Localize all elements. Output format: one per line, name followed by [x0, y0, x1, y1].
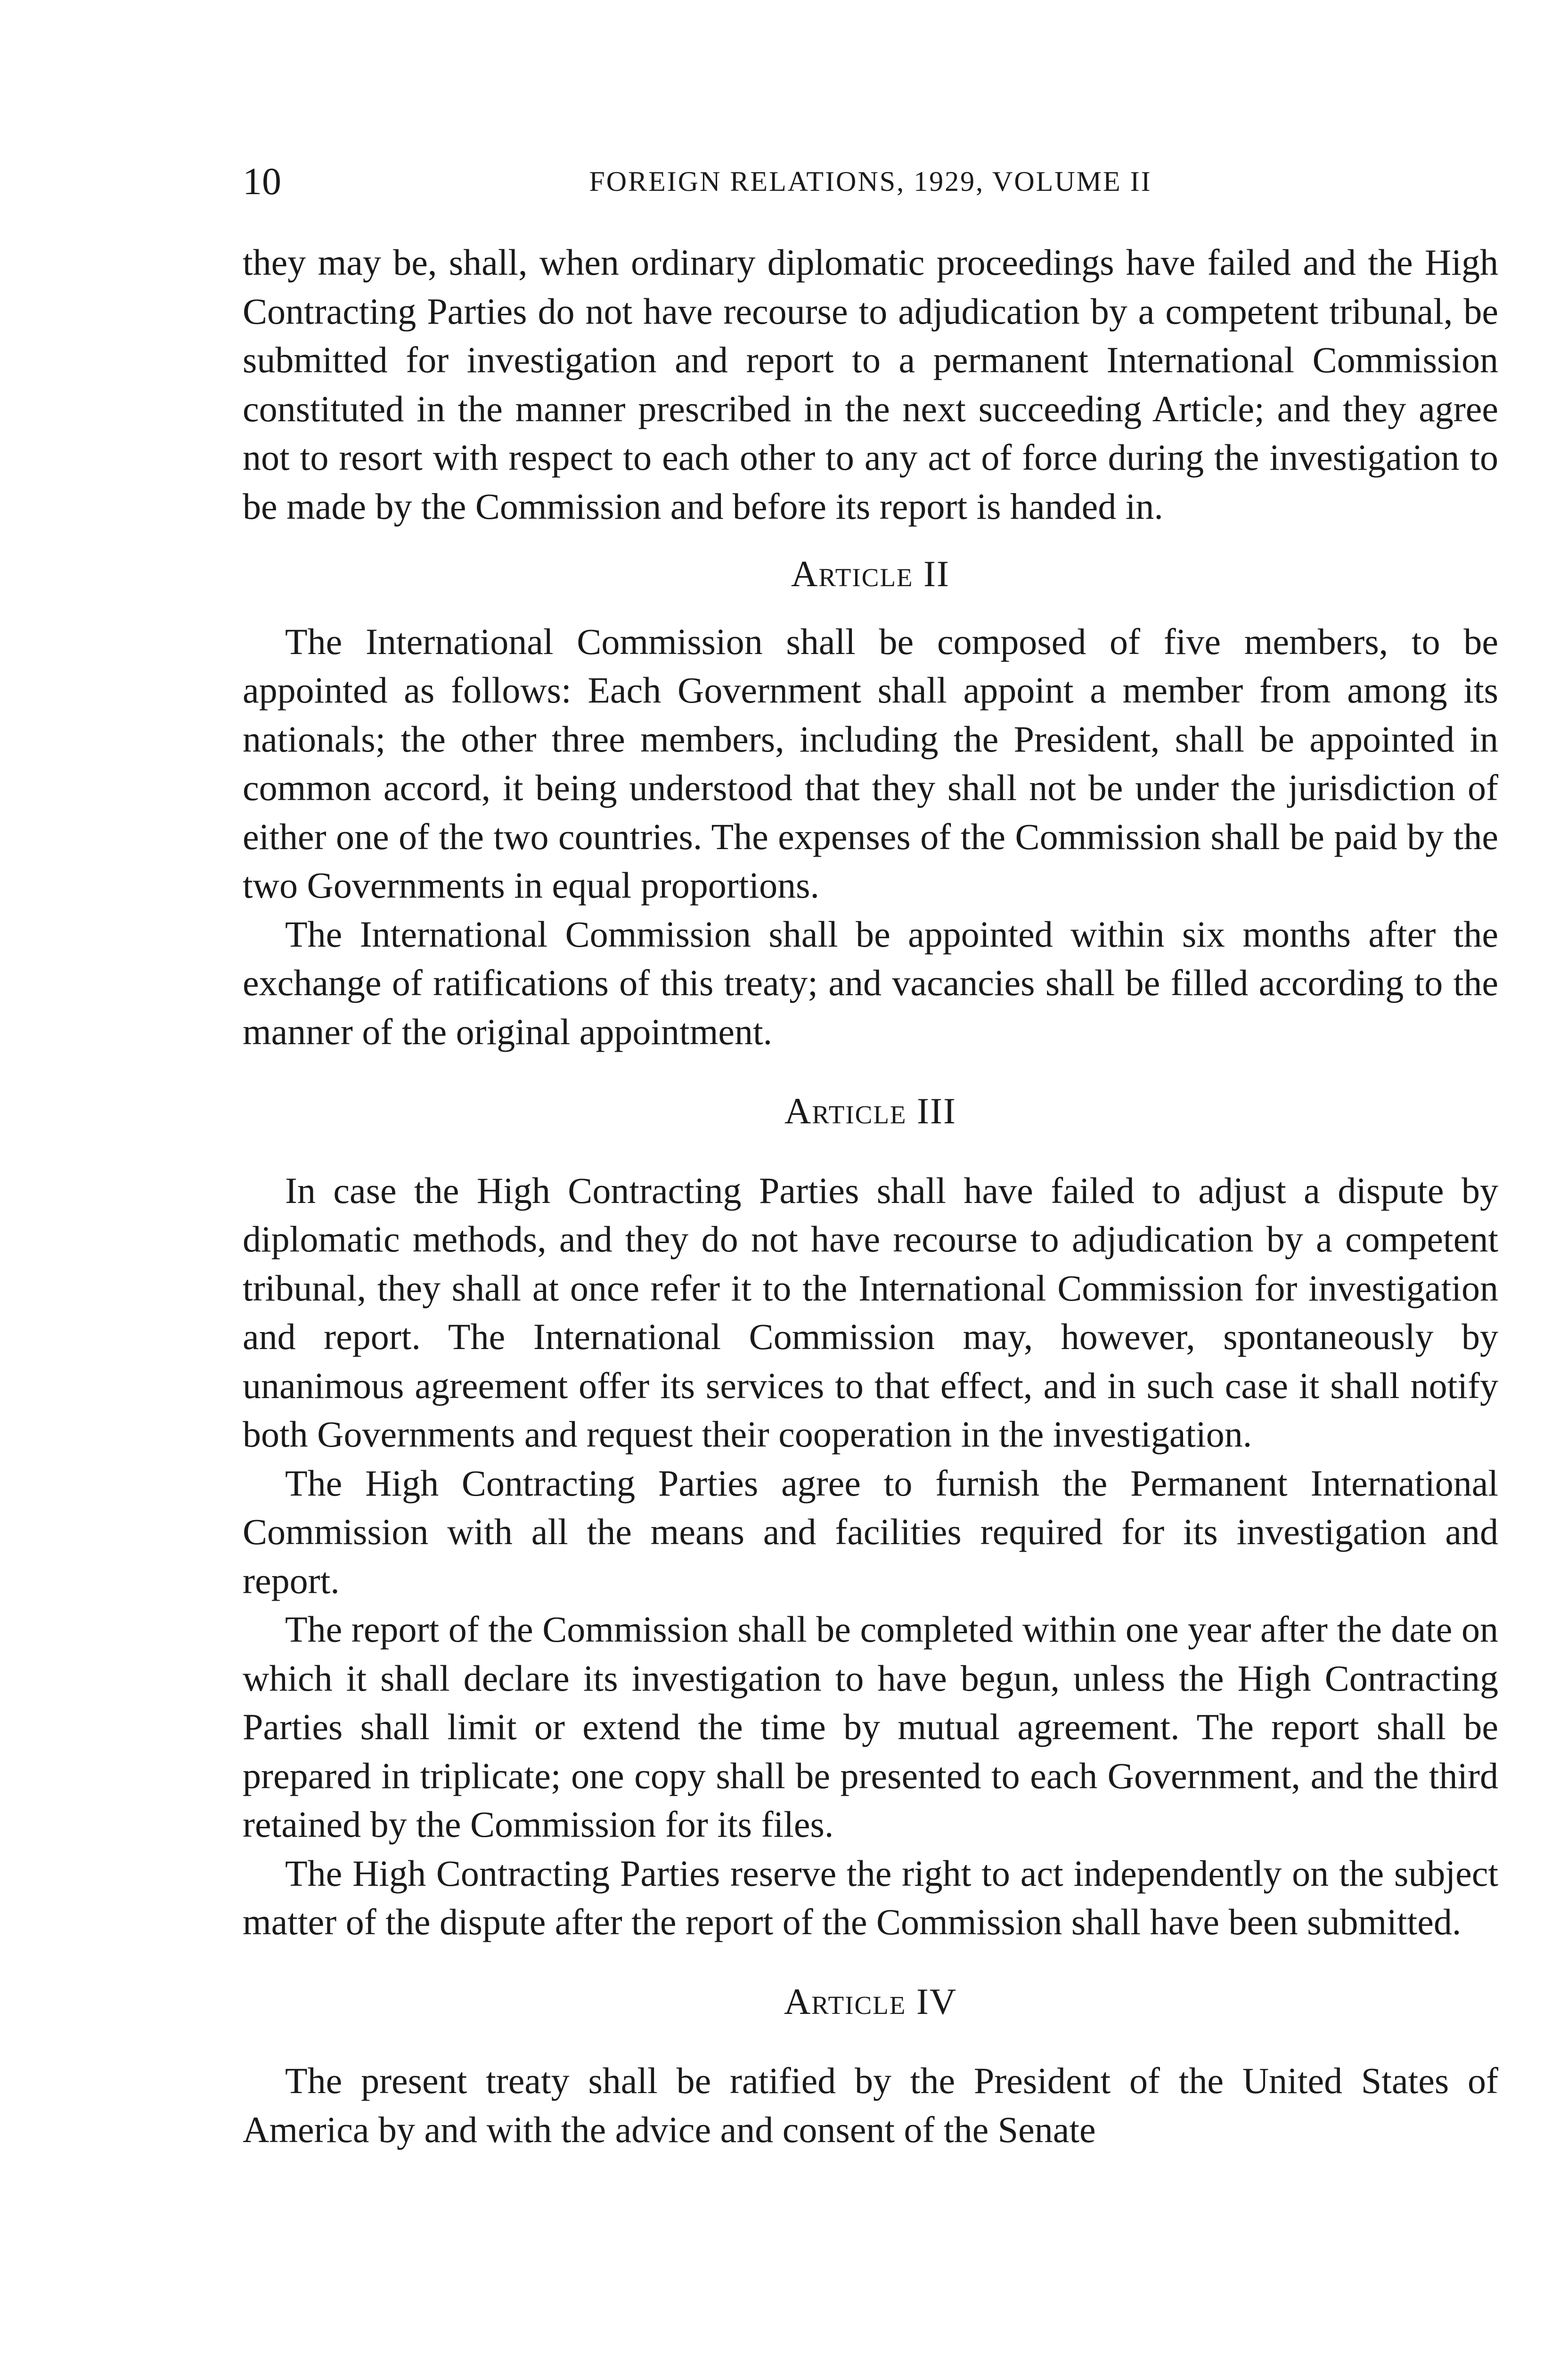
- paragraph: In case the High Contracting Parties shall have failed to adjust a dispute by diplomatic methods, and they do not have recourse to adjudication by a competent tribunal, they shall at once refer it to the International Commission for investigation and report. The International Commission may, however, spontaneously by unanimous agreement offer its services to that effect, and in such case it shall notify both Governments and request their cooperation in the investigation.: [243, 1170, 1498, 1455]
- page-number: 10: [243, 160, 281, 203]
- paragraph: The High Contracting Parties reserve the right to act independently on the subject matter of the dispute after the report of the Commission shall have been submitted.: [243, 1852, 1498, 1942]
- paragraph: The High Contracting Parties agree to furnish the Permanent International Commission with all the means and facilities required for its investigation and report.: [243, 1462, 1498, 1601]
- page-body: [243, 238, 1498, 2154]
- article-heading: Article IV: [784, 1980, 957, 2022]
- article-heading: Article II: [791, 553, 950, 594]
- paragraph: they may be, shall, when ordinary diplomatic proceedings have failed and the High Contracting Parties do not have recourse to adjudication by a competent tribunal, be submitted for investigation and report to a permanent International Commission constituted in the manner prescribed in the next succeeding Article; and they agree not to resort with respect to each other to any act of force during the investigation to be made by the Commission and before its report is handed in.: [243, 242, 1498, 527]
- paragraph: The International Commission shall be composed of five members, to be appointed as follows: Each Government shall appoint a member from among its nationals; the other three members, including the President, shall be appointed in common accord, it being understood that they shall not be under the jurisdiction of either one of the two countries. The expenses of the Commission shall be paid by the two Governments in equal proportions.: [243, 621, 1498, 906]
- running-head: FOREIGN RELATIONS, 1929, VOLUME II: [589, 166, 1152, 197]
- page-header: [243, 155, 1498, 207]
- paragraph: The International Commission shall be appointed within six months after the exchange of ratifications of this treaty; and vacancies shall be filled according to the manner of the original appointment.: [243, 913, 1498, 1052]
- paragraph: The report of the Commission shall be completed within one year after the date on which it shall declare its investigation to have begun, unless the High Contracting Parties shall limit or extend the time by mutual agreement. The report shall be prepared in triplicate; one copy shall be presented to each Government, and the third retained by the Commission for its files.: [243, 1609, 1498, 1845]
- paragraph: The present treaty shall be ratified by the President of the United States of America by and with the advice and consent of the Senate: [243, 2060, 1498, 2150]
- article-heading: Article III: [784, 1090, 956, 1131]
